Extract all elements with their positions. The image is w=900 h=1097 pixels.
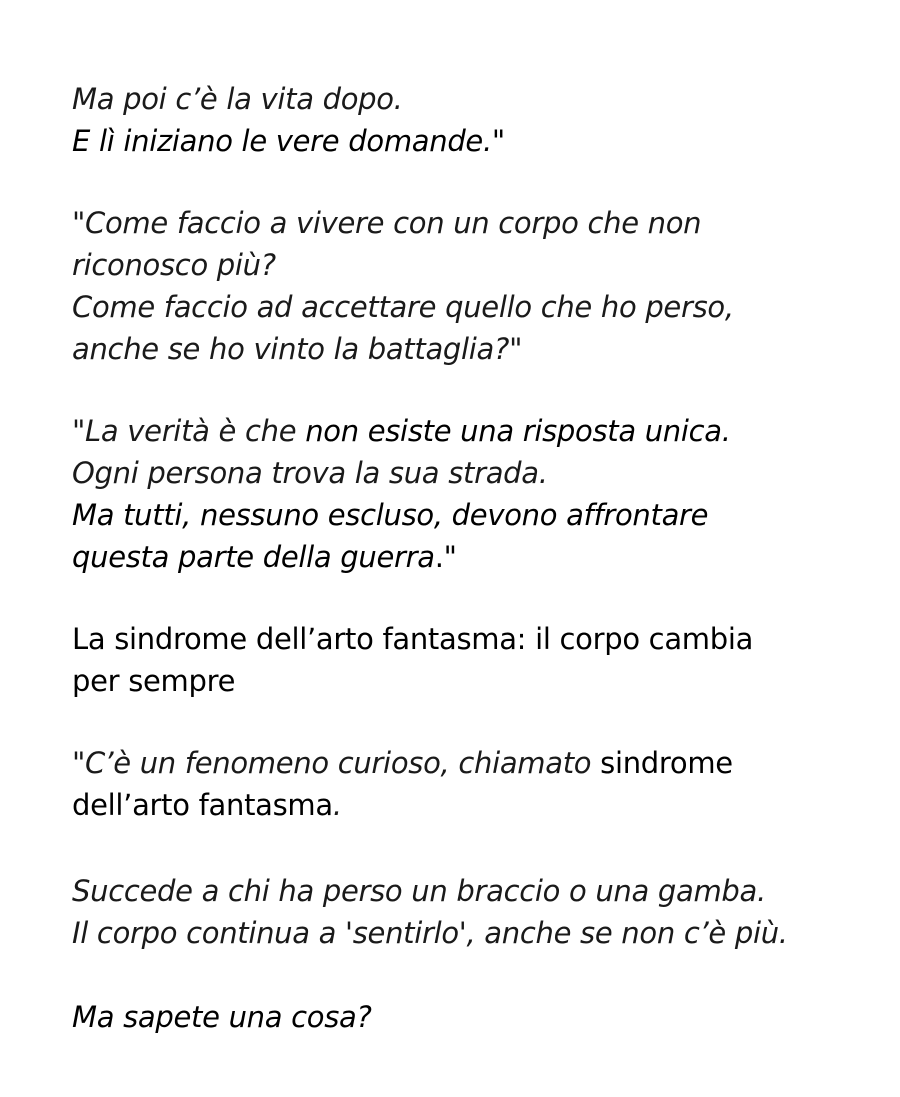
heading-line: per sempre bbox=[72, 664, 236, 698]
paragraph-3 bbox=[72, 410, 862, 578]
text-line bbox=[72, 784, 862, 826]
document-page bbox=[72, 78, 862, 1038]
text-line: anche se ho vinto la battaglia?" bbox=[72, 332, 523, 366]
paragraph-gap bbox=[72, 954, 862, 996]
text-line: Ma poi c’è la vita dopo. bbox=[72, 82, 403, 116]
paragraph-gap bbox=[72, 162, 862, 202]
paragraph-gap bbox=[72, 702, 862, 742]
text-line: Succede a chi ha perso un braccio o una gamba. bbox=[72, 874, 766, 908]
paragraph-5 bbox=[72, 870, 862, 954]
text-line: Come faccio ad accettare quello che ho perso, bbox=[72, 290, 734, 324]
text-line bbox=[72, 536, 862, 578]
text-line bbox=[72, 120, 862, 162]
text-line: Ma tutti, nessuno escluso, devono affrontare bbox=[72, 498, 709, 532]
paragraph-gap bbox=[72, 370, 862, 410]
text-line bbox=[72, 410, 862, 452]
paragraph-gap bbox=[72, 826, 862, 870]
section-heading bbox=[72, 618, 862, 702]
plain-text: . bbox=[332, 788, 342, 822]
emphasis-text: non esiste una risposta unica. bbox=[305, 414, 731, 448]
paragraph-1 bbox=[72, 78, 862, 162]
emphasis-text: sindrome bbox=[600, 746, 733, 780]
paragraph-4 bbox=[72, 742, 862, 826]
heading-line: La sindrome dell’arto fantasma: il corpo cambia bbox=[72, 622, 754, 656]
paragraph-6 bbox=[72, 996, 862, 1038]
text-line: Ogni persona trova la sua strada. bbox=[72, 456, 548, 490]
plain-text: "C’è un fenomeno curioso, chiamato bbox=[72, 746, 601, 780]
plain-text: "La verità è che bbox=[72, 414, 306, 448]
emphasis-text: questa parte della guerra bbox=[72, 540, 435, 574]
text-line: riconosco più? bbox=[72, 248, 276, 282]
text-line: Ma sapete una cosa? bbox=[72, 1000, 372, 1034]
closing-quote: ." bbox=[434, 540, 457, 574]
text-line bbox=[72, 742, 862, 784]
text-line: "Come faccio a vivere con un corpo che non bbox=[72, 206, 702, 240]
emphasis-text: E lì iniziano le vere domande. bbox=[72, 124, 492, 158]
closing-quote: " bbox=[491, 124, 505, 158]
text-line: Il corpo continua a 'sentirlo', anche se non c’è più. bbox=[72, 916, 788, 950]
paragraph-gap bbox=[72, 578, 862, 618]
paragraph-2 bbox=[72, 202, 862, 370]
emphasis-text: dell’arto fantasma bbox=[72, 788, 333, 822]
